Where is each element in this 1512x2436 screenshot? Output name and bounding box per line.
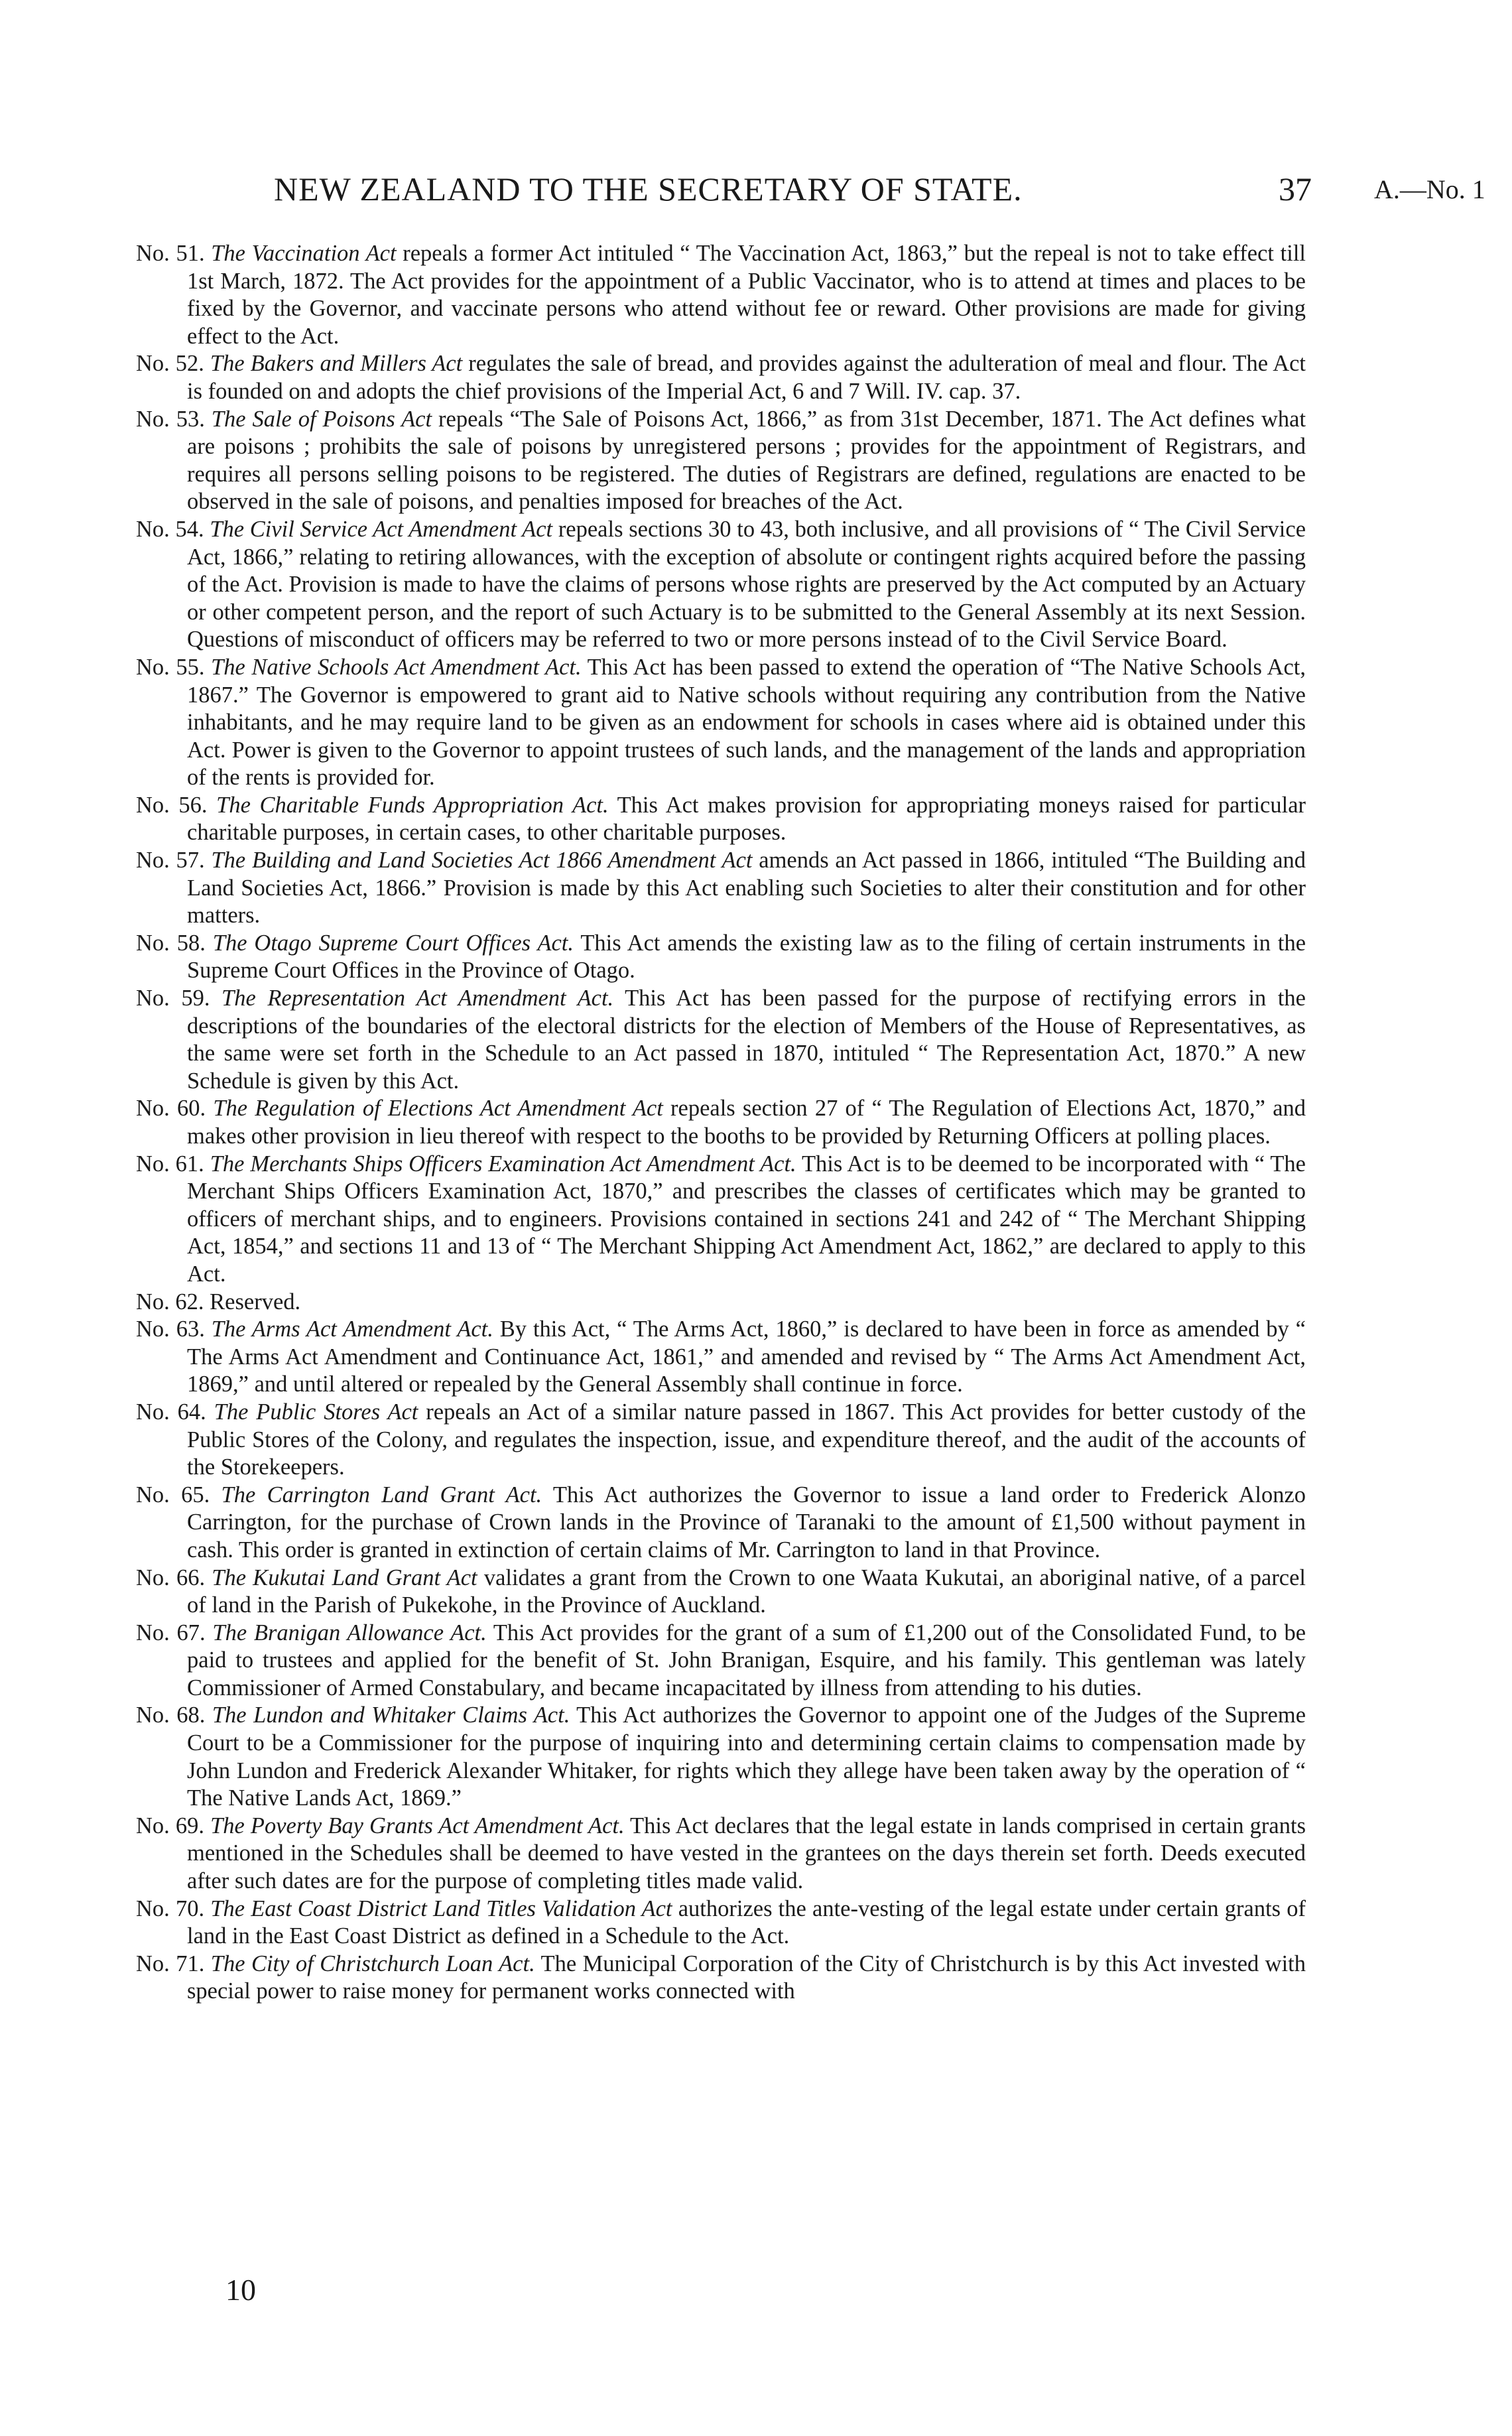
act-title: The Representation Act Amendment Act. <box>221 986 614 1011</box>
act-title: The Native Schools Act Amendment Act. <box>211 654 582 680</box>
running-header <box>0 169 1512 209</box>
act-entry <box>136 654 1306 792</box>
act-title: The Branigan Allowance Act. <box>212 1620 487 1645</box>
entry-number: No. 52. <box>136 351 204 377</box>
act-entry <box>136 792 1306 847</box>
entry-number: No. 53. <box>136 406 205 432</box>
entry-number: No. 58. <box>136 930 206 956</box>
document-reference: A.—No. 1 <box>1374 174 1485 204</box>
act-title: The East Coast District Land Titles Validation Act <box>210 1895 672 1921</box>
entry-number: No. 64. <box>136 1399 206 1425</box>
act-description: This Act provides for the grant of a sum of £1,200 out of the Consolidated Fund, to be paid to trustees and applied for the benefit of St. John Branigan, Esquire, and his family. This gentleman was lately Commissioner of Armed Constabulary, and became incapacitated by illness from attending to his duties. <box>187 1620 1306 1700</box>
act-title: The Sale of Poisons Act <box>211 406 432 432</box>
act-description: repeals section 27 of “ The Regulation of Elections Act, 1870,” and makes other provision in lieu thereof with respect to the booths to be provided by Returning Officers at polling places. <box>187 1096 1306 1149</box>
act-entry <box>136 1702 1306 1812</box>
act-title: The Building and Land Societies Act 1866 Amendment Act <box>211 848 753 873</box>
act-description: authorizes the ante-vesting of the legal estate under certain grants of land in the East Coast District as defined in a Schedule to the Act. <box>187 1895 1306 1949</box>
entry-number: No. 60. <box>136 1096 206 1122</box>
entry-number: No. 68. <box>136 1702 206 1728</box>
act-description: regulates the sale of bread, and provides against the adulteration of meal and flour. The Act is founded on and adopts the chief provisions of the Imperial Act, 6 and 7 Will. IV. cap. 37. <box>187 351 1306 404</box>
act-description: The Municipal Corporation of the City of Christchurch is by this Act invested with special power to raise money for permanent works connected with <box>187 1951 1306 2004</box>
act-description: This Act authorizes the Governor to appoint one of the Judges of the Supreme Court to be a Commissioner for the purpose of inquiring into and determining certain claims to compensation made by John Lundon and Frederick Alexander Whitaker, for rights which they allege have been taken away by the operation of “ The Native Lands Act, 1869.” <box>187 1702 1306 1811</box>
act-description: This Act has been passed to extend the operation of “The Native Schools Act, 1867.” The Governor is empowered to grant aid to Native schools without requiring any contribution from the Native inhabitants, and he may require land to be given as an endowment for schools in cases where aid is obtained under this Act. Power is given to the Governor to appoint trustees of such lands, and the management of the lands and appropriation of the rents is provided for. <box>187 654 1306 791</box>
act-title: The Otago Supreme Court Offices Act. <box>212 930 574 956</box>
act-title: The Charitable Funds Appropriation Act. <box>216 792 609 818</box>
acts-list <box>136 240 1306 2006</box>
entry-number: No. 66. <box>136 1565 206 1590</box>
act-title: The Poverty Bay Grants Act Amendment Act. <box>210 1813 625 1838</box>
entry-number: No. 62. <box>136 1289 204 1314</box>
act-description: repeals an Act of a similar nature passed in 1867. This Act provides for better custody of the Public Stores of the Colony, and regulates the inspection, issue, and expenditure thereof, and the audit of the accounts of the Storekeepers. <box>187 1399 1306 1480</box>
act-entry <box>136 350 1306 405</box>
entry-number: No. 61. <box>136 1151 204 1177</box>
printer-signature: 10 <box>225 2273 256 2307</box>
act-title: The Kukutai Land Grant Act <box>212 1565 477 1590</box>
act-entry <box>136 240 1306 350</box>
page-number: 37 <box>1279 170 1312 208</box>
act-entry <box>136 1151 1306 1289</box>
act-description: By this Act, “ The Arms Act, 1860,” is declared to have been in force as amended by “ The Arms Act Amendment and Continuance Act, 1861,” and amended and revised by “ The Arms Act Amendment Act, 1869,” and until altered or repealed by the General Assembly shall continue in force. <box>187 1316 1306 1397</box>
act-title: The Lundon and Whitaker Claims Act. <box>212 1702 570 1728</box>
act-title: The Civil Service Act Amendment Act <box>210 516 553 542</box>
act-title: The Arms Act Amendment Act. <box>211 1316 493 1342</box>
act-entry <box>136 1951 1306 2006</box>
act-description: repeals sections 30 to 43, both inclusive, and all provisions of “ The Civil Service Act, 1866,” relating to retiring allowances, with the exception of absolute or contingent rights acquired before the passing of the Act. Provision is made to have the claims of persons whose rights are preserved by the Act computed by an Actuary or other competent person, and the report of such Actuary is to be submitted to the General Assembly at its next Session. Questions of misconduct of officers may be referred to two or more persons instead of to the Civil Service Board. <box>187 516 1306 653</box>
header-title: NEW ZEALAND TO THE SECRETARY OF STATE. <box>274 170 1023 208</box>
act-entry <box>136 1316 1306 1399</box>
entry-number: No. 65. <box>136 1482 210 1507</box>
act-title: The Vaccination Act <box>211 241 397 266</box>
act-entry <box>136 1620 1306 1702</box>
act-title: The Bakers and Millers Act <box>210 351 463 377</box>
act-description: amends an Act passed in 1866, intituled “The Building and Land Societies Act, 1866.” Provision is made by this Act enabling such Societies to alter their constitution and for other matters. <box>187 848 1306 929</box>
act-description: This Act amends the existing law as to the filing of certain instruments in the Supreme Court Offices in the Province of Otago. <box>187 930 1306 984</box>
entry-number: No. 69. <box>136 1813 204 1838</box>
act-description: This Act has been passed for the purpose of rectifying errors in the descriptions of the boundaries of the electoral districts for the election of Members of the House of Representatives, as the same were set forth in the Schedule to an Act passed in 1870, intituled “ The Representation Act, 1870.” A new Schedule is given by this Act. <box>187 986 1306 1094</box>
act-entry <box>136 930 1306 985</box>
act-description: This Act is to be deemed to be incorporated with “ The Merchant Ships Officers Examination Act, 1870,” and prescribes the classes of certificates which may be granted to officers of merchant ships, and to engineers. Provisions contained in sections 241 and 242 of “ The Merchant Shipping Act, 1854,” and sections 11 and 13 of “ The Merchant Shipping Act Amendment Act, 1862,” are declared to apply to this Act. <box>187 1151 1306 1287</box>
entry-number: No. 70. <box>136 1895 205 1921</box>
act-description: validates a grant from the Crown to one Waata Kukutai, an aboriginal native, of a parcel of land in the Parish of Pukekohe, in the Province of Auckland. <box>187 1565 1306 1618</box>
act-entry <box>136 516 1306 654</box>
act-description: This Act makes provision for appropriating moneys raised for particular charitable purposes, in certain cases, to other charitable purposes. <box>187 792 1306 846</box>
act-title: The Merchants Ships Officers Examination Act Amendment Act. <box>210 1151 796 1177</box>
act-entry <box>136 1095 1306 1150</box>
act-description: repeals a former Act intituled “ The Vaccination Act, 1863,” but the repeal is not to take effect till 1st March, 1872. The Act provides for the appointment of a Public Vaccinator, who is to attend at times and places to be fixed by the Governor, and vaccinate persons who attend without fee or reward. Other provisions are made for giving effect to the Act. <box>187 241 1306 349</box>
entry-number: No. 56. <box>136 792 208 818</box>
act-entry <box>136 985 1306 1095</box>
act-title: The Regulation of Elections Act Amendment Act <box>213 1096 663 1122</box>
act-entry <box>136 1289 1306 1316</box>
entry-number: No. 54. <box>136 516 204 542</box>
act-entry <box>136 1482 1306 1565</box>
act-description: Reserved. <box>210 1289 301 1314</box>
entry-number: No. 71. <box>136 1951 205 1976</box>
entry-number: No. 57. <box>136 848 205 873</box>
act-title: The City of Christchurch Loan Act. <box>210 1951 535 1976</box>
act-entry <box>136 1399 1306 1482</box>
act-description: This Act declares that the legal estate in lands comprised in certain grants mentioned in the Schedules shall be deemed to have vested in the grantees on the days therein set forth. Deeds executed after such dates are for the purpose of completing titles made valid. <box>187 1813 1306 1894</box>
act-title: The Carrington Land Grant Act. <box>221 1482 542 1507</box>
act-entry <box>136 1565 1306 1620</box>
act-title: The Public Stores Act <box>214 1399 418 1425</box>
act-entry <box>136 1895 1306 1951</box>
entry-number: No. 51. <box>136 241 205 266</box>
act-entry <box>136 847 1306 930</box>
act-description: repeals “The Sale of Poisons Act, 1866,” as from 31st December, 1871. The Act defines what are poisons ; prohibits the sale of poisons by unregistered persons ; provides for the appointment of Registrars, and requires all persons selling poisons to be registered. The duties of Registrars are defined, regulations are enacted to be observed in the sale of poisons, and penalties imposed for breaches of the Act. <box>187 406 1306 515</box>
entry-number: No. 59. <box>136 986 210 1011</box>
act-description: This Act authorizes the Governor to issue a land order to Frederick Alonzo Carrington, for the purchase of Crown lands in the Province of Taranaki to the amount of £1,500 without payment in cash. This order is granted in extinction of certain claims of Mr. Carrington to land in that Province. <box>187 1482 1306 1563</box>
act-entry <box>136 1813 1306 1895</box>
entry-number: No. 55. <box>136 654 205 680</box>
entry-number: No. 67. <box>136 1620 206 1645</box>
act-entry <box>136 406 1306 516</box>
entry-number: No. 63. <box>136 1316 205 1342</box>
